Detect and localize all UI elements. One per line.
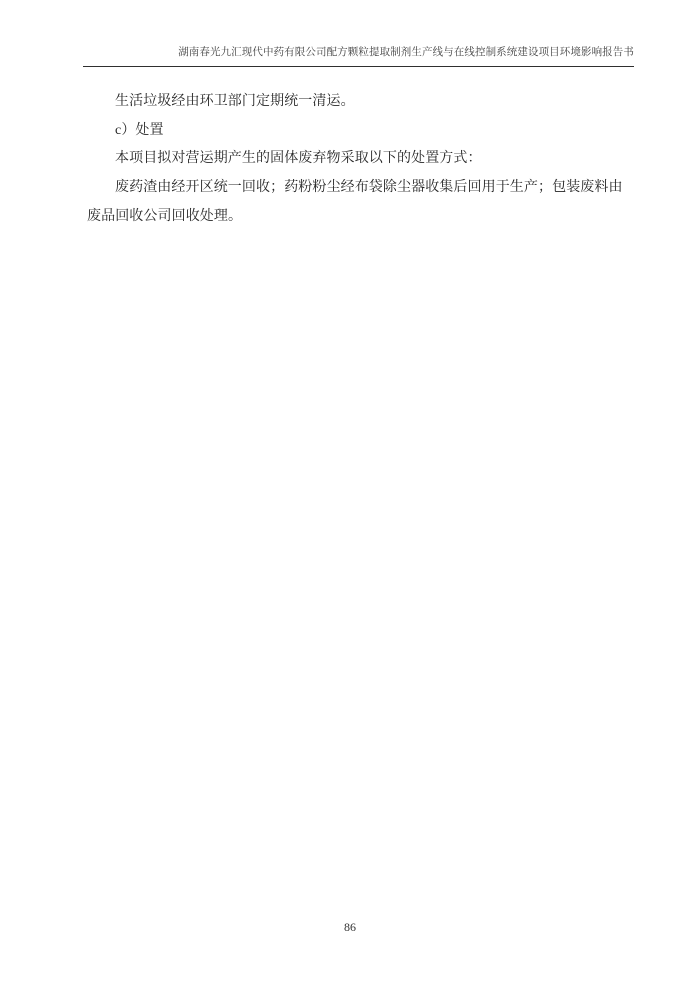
- body-paragraph: 生活垃圾经由环卫部门定期统一清运。: [115, 94, 355, 109]
- body-paragraph: 废药渣由经开区统一回收；药粉粉尘经布袋除尘器收集后回用于生产；包装废料由废品回收公司回收处理。: [87, 180, 623, 224]
- body-paragraph: 本项目拟对营运期产生的固体废弃物采取以下的处置方式：: [115, 151, 482, 167]
- page-header: [83, 45, 634, 67]
- page-footer: [0, 920, 700, 935]
- page-number: 86: [344, 920, 356, 934]
- body-paragraph: c）处置: [115, 122, 164, 138]
- document-body: [87, 88, 627, 232]
- running-header-title: 湖南春光九汇现代中药有限公司配方颗粒提取制剂生产线与在线控制系统建设项目环境影响报告书: [178, 47, 634, 58]
